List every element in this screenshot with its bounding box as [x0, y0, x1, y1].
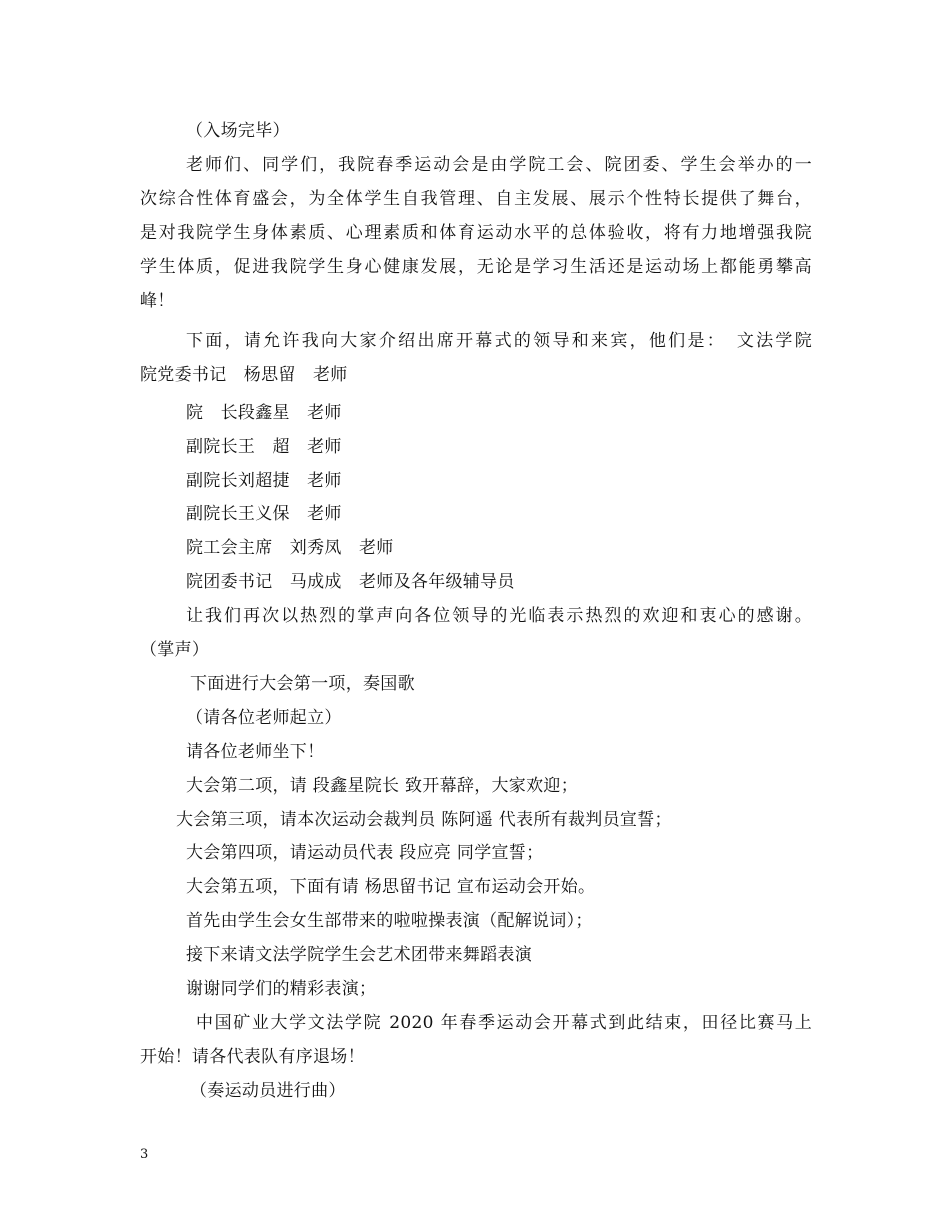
text-line: 院团委书记 马成成 老师及各年级辅导员	[186, 572, 515, 592]
text-line: 是对我院学生身体素质、心理素质和体育运动水平的总体验收，将有力地增强我院	[140, 223, 812, 243]
text-line: （入场完毕）	[186, 121, 290, 141]
text-line: 大会第二项，请 段鑫星院长 致开幕辞，大家欢迎；	[186, 776, 579, 796]
text-line: （掌声）	[140, 640, 210, 660]
text-line: 开始！请各代表队有序退场！	[140, 1047, 365, 1067]
text-line: 学生体质，促进我院学生身心健康发展，无论是学习生活还是运动场上都能勇攀高	[140, 257, 812, 277]
text-line: 峰！	[140, 291, 175, 311]
text-line: 让我们再次以热烈的掌声向各位领导的光临表示热烈的欢迎和衷心的感谢。	[186, 606, 812, 626]
text-line: 院党委书记 杨思留 老师	[140, 365, 348, 385]
text-line: 院 长段鑫星 老师	[186, 403, 342, 423]
text-line: 副院长王义保 老师	[186, 504, 342, 524]
text-line: 大会第三项，请本次运动会裁判员 陈阿遥 代表所有裁判员宣誓；	[176, 810, 672, 830]
text-line: （奏运动员进行曲）	[190, 1081, 346, 1101]
text-line: 请各位老师坐下！	[186, 742, 325, 762]
text-line: 大会第五项，下面有请 杨思留书记 宣布运动会开始。	[186, 877, 596, 897]
text-line: 大会第四项，请运动员代表 段应亮 同学宣誓；	[186, 843, 544, 863]
text-line: （请各位老师起立）	[186, 708, 342, 728]
text-line: 次综合性体育盛会，为全体学生自我管理、自主发展、展示个性特长提供了舞台，	[140, 189, 812, 209]
text-line: 副院长刘超捷 老师	[186, 471, 342, 491]
text-line: 老师们、同学们，我院春季运动会是由学院工会、院团委、学生会举办的一	[186, 155, 812, 175]
text-line: 谢谢同学们的精彩表演；	[186, 979, 377, 999]
text-line: 副院长王 超 老师	[186, 437, 342, 457]
text-line: 院工会主席 刘秀凤 老师	[186, 538, 394, 558]
text-line: 接下来请文法学院学生会艺术团带来舞蹈表演	[186, 945, 532, 965]
page-number: 3	[140, 1147, 149, 1162]
text-line: 中国矿业大学文法学院 2020 年春季运动会开幕式到此结束，田径比赛马上	[196, 1013, 812, 1033]
text-line: 下面进行大会第一项，奏国歌	[190, 674, 415, 694]
text-line: 下面，请允许我向大家介绍出席开幕式的领导和来宾，他们是： 文法学院	[186, 331, 812, 351]
text-line: 首先由学生会女生部带来的啦啦操表演（配解说词）；	[186, 911, 593, 931]
